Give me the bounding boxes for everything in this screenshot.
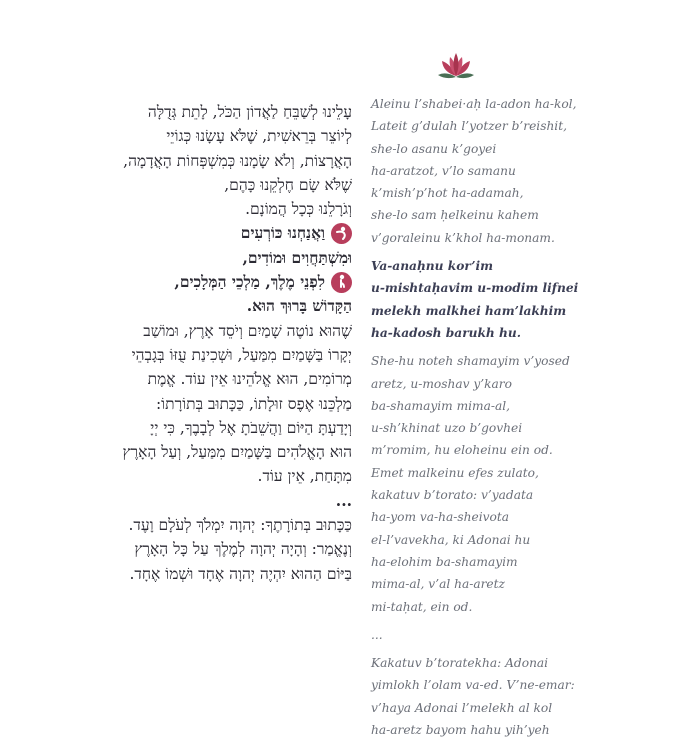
translit-line: mima-al, v’al ha-aretz bbox=[371, 577, 505, 592]
translit-line: ba-shamayim mima-al, bbox=[371, 398, 511, 413]
hebrew-line: וְגֹרָלֵנוּ כְּכָל הֲמוֹנָם. bbox=[245, 200, 352, 219]
hebrew-line: וּמִשְׁתַּחֲוִים וּמוֹדִים, bbox=[242, 247, 352, 267]
translit-line: ha-kadosh barukh hu. bbox=[371, 325, 521, 340]
hebrew-line: כַּכָּתוּב בְּתוֹרָתֶךָ: יְהוָה יִמְלֹךְ לְעֹלָם וָעֶד. bbox=[128, 516, 352, 535]
translit-line: v’goraleinu k’khol ha-monam. bbox=[371, 230, 555, 245]
translit-line: ha-aretz bayom hahu yih’yeh bbox=[371, 723, 550, 738]
bow-icon bbox=[331, 272, 352, 293]
translit-ellipsis: ... bbox=[371, 627, 383, 642]
hebrew-line: עָלֵינוּ לְשַׁבֵּחַ לַאֲדוֹן הַכֹּל, לָתֵת גְּדֻלָּה bbox=[147, 103, 352, 121]
hebrew-ellipsis: ... bbox=[335, 490, 352, 510]
transliteration-column bbox=[371, 93, 681, 741]
translit-line: she-lo sam ḥelkeinu kahem bbox=[371, 208, 539, 223]
translit-line: ha-aratzot, v’lo samanu bbox=[371, 163, 516, 178]
translit-line: yimlokh l’olam va-ed. V’ne-emar: bbox=[371, 678, 575, 693]
translit-line: mi-taḥat, ein od. bbox=[371, 599, 473, 614]
translit-line: ha-elohim ba-shamayim bbox=[371, 554, 518, 569]
hebrew-line: הַקָּדוֹשׁ בָּרוּךְ הוּא. bbox=[246, 296, 352, 316]
hebrew-line: בַּיּוֹם הַהוּא יִהְיֶה יְהוָה אֶחָד וּשְׁמוֹ אֶחָד. bbox=[129, 564, 352, 583]
hebrew-line: וְיָדַעְתָּ הַיּוֹם וַהֲשֵׁבֹתָ אֶל לְבָבֶךָ, כִּי יְיָ bbox=[150, 418, 352, 437]
hebrew-line: הָאֲרָצוֹת, וְלֹא שָׂמָנוּ כְּמִשְׁפְּחוֹת הָאֲדָמָה, bbox=[123, 151, 352, 170]
hebrew-text-column bbox=[92, 100, 352, 586]
hebrew-line: שֶׁלֹּא שָׂם חֶלְקֵנוּ כָּהֶם, bbox=[224, 175, 352, 194]
translit-line: k’mish’p’hot ha-adamah, bbox=[371, 186, 524, 201]
hebrew-bold-line bbox=[92, 221, 352, 245]
translit-line: Kakatuv b’toratekha: Adonai bbox=[371, 656, 549, 671]
hebrew-line: לְיוֹצֵר בְּרֵאשִׁית, שֶׁלֹּא עָשָׂנוּ כְּגוֹיֵי bbox=[166, 127, 352, 146]
bow-icon bbox=[331, 223, 352, 244]
hebrew-line: יְקָרוֹ בַּשָּׁמַיִם מִמַּעַל, וּשְׁכִינַת עֻזּוֹ בְּגָבְהֵי bbox=[131, 345, 352, 364]
translit-line: v’haya Adonai l’melekh al kol bbox=[371, 700, 553, 715]
hebrew-line: מַלְכֵּנוּ אֶפֶס זוּלָתוֹ, כַּכָּתוּב בְּתוֹרָתוֹ: bbox=[155, 394, 352, 413]
hebrew-line: מְרוֹמִים, הוּא אֱלֹהֵינוּ אֵין עוֹד. אֱמֶת bbox=[147, 370, 352, 389]
translit-line: Aleinu l’shabei·aḥ la-adon ha-kol, bbox=[371, 97, 577, 111]
hebrew-line: מִתָּחַת, אֵין עוֹד. bbox=[257, 467, 352, 486]
translit-line: ha-yom va-ha-sheivota bbox=[371, 510, 509, 525]
translit-line: aretz, u-moshav y’karo bbox=[371, 376, 512, 391]
translit-line: el-l’vavekha, ki Adonai hu bbox=[371, 532, 531, 547]
translit-line: Emet malkeinu efes zulato, bbox=[371, 465, 539, 480]
translit-line: m’romim, hu eloheinu ein od. bbox=[371, 443, 553, 458]
translit-line: u-sh’khinat uzo b’govhei bbox=[371, 421, 523, 436]
lotus-icon bbox=[434, 50, 478, 84]
translit-line: Lateit g’dulah l’yotzer b’reishit, bbox=[371, 119, 567, 134]
hebrew-line: לִפְנֵי מֶלֶךְ, מַלְכֵי הַמְּלָכִים, bbox=[174, 272, 325, 292]
translit-line: Va-anaḥnu kor’im bbox=[371, 259, 493, 274]
hebrew-line: וַאֲנַחְנוּ כּוֹרְעִים bbox=[240, 223, 325, 243]
hebrew-line: הוּא הָאֱלֹהִים בַּשָּׁמַיִם מִמַּעַל, וְעַל הָאָרֶץ bbox=[122, 443, 352, 462]
translit-line: she-lo asanu k’goyei bbox=[371, 141, 497, 156]
hebrew-line: וְנֶאֱמַר: וְהָיָה יְהוָה לְמֶלֶךְ עַל כָּל הָאָרֶץ bbox=[134, 540, 352, 559]
hebrew-line: שֶׁהוּא נוֹטֶה שָׁמַיִם וְיֹסֵד אָרֶץ, וּמוֹשַׁב bbox=[143, 321, 352, 340]
translit-line: She-hu noteh shamayim v’yosed bbox=[371, 354, 570, 369]
translit-line: kakatuv b’torato: v’yadata bbox=[371, 488, 534, 503]
translit-line: u-mishtaḥavim u-modim lifnei bbox=[371, 281, 579, 296]
translit-line: melekh malkhei ham’lakhim bbox=[371, 303, 567, 318]
hebrew-bold-line bbox=[92, 270, 352, 294]
